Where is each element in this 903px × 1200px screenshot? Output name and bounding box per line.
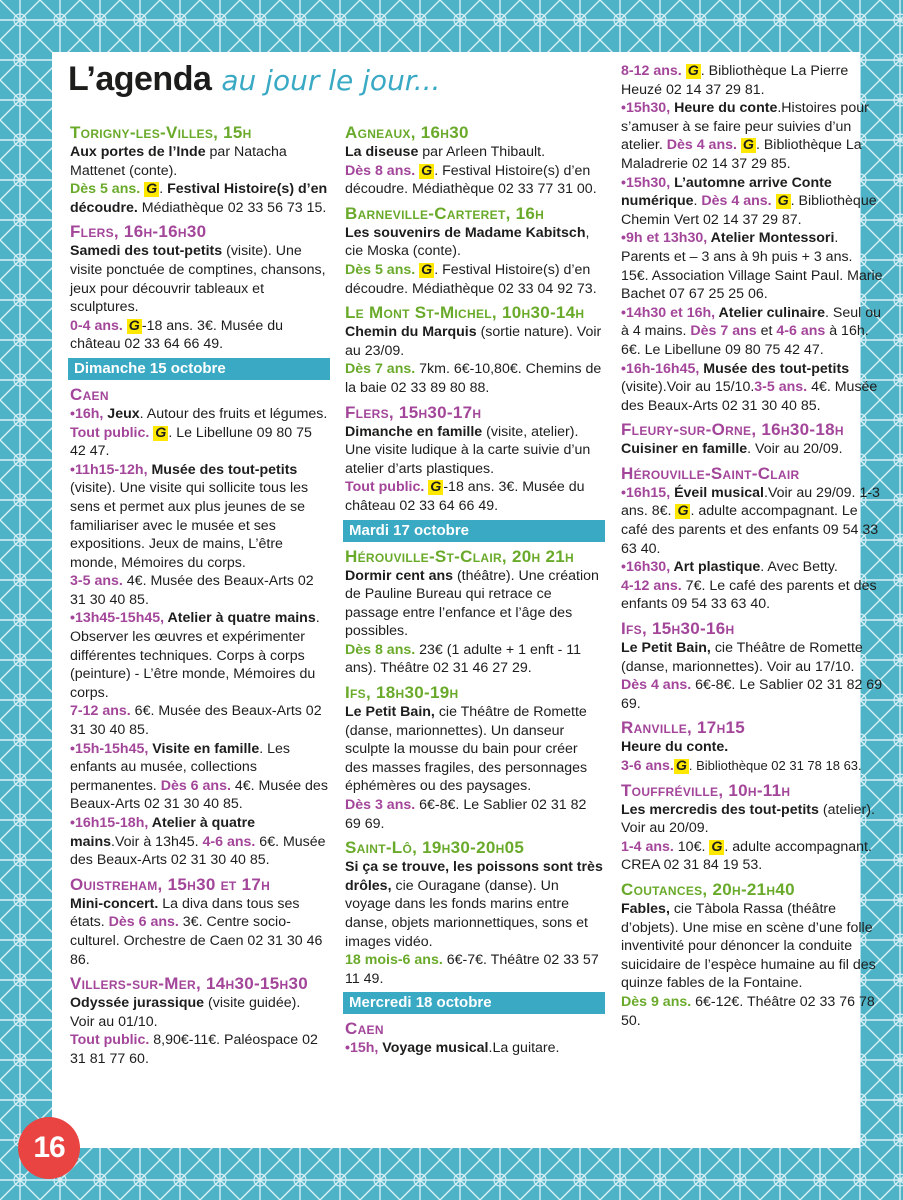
text-span: à 16h. 6€. Le Libellune 09 80 75 42 47. (621, 323, 869, 358)
page-title (68, 60, 440, 112)
list-item (621, 62, 883, 99)
text-span: . adulte accompagnant. Le café des parents et des enfants 09 54 33 63 40. (621, 503, 879, 557)
text-span: 7-12 ans. (70, 703, 131, 720)
event-torigny (70, 123, 328, 217)
title-main: L’agenda (68, 60, 212, 98)
text-span: Dès 8 ans. (345, 162, 416, 179)
text-span: . Le Libellune 09 80 75 42 47. (70, 424, 312, 460)
text-span: •15h30, (621, 174, 671, 191)
text-span: . Festival Histoire(s) d’en découdre. Médiathèque 02 33 04 92 73. (345, 261, 597, 297)
day-header: Dimanche 15 octobre (68, 358, 330, 380)
text-span: .Histoires pour s’amuser à se faire peur suivies d’un atelier. (621, 100, 869, 154)
event-flers (70, 222, 328, 354)
text-span: Dormir cent ans (345, 567, 454, 584)
event-villers (70, 974, 328, 1068)
text-span: 23€ (1 adulte + 1 enft - 11 ans). Théâtre 02 31 46 27 29. (345, 641, 581, 677)
text-span: Tout public. (70, 424, 150, 441)
event-ranville (621, 718, 883, 775)
city-heading: Saint-Lô, 19h30-20h05 (345, 838, 525, 858)
event-ouistreham (70, 875, 328, 969)
text-span: Dès 3 ans. (345, 797, 416, 814)
text-span: •15h, (345, 1040, 379, 1057)
text-span: 8-12 ans. (621, 63, 682, 79)
text-span: 10€. (673, 838, 706, 855)
text-span: .La guitare. (488, 1040, 560, 1057)
free-badge: G (430, 479, 442, 496)
event-touffreville (621, 781, 883, 875)
free-badge: G (742, 137, 754, 154)
text-span: La diseuse (345, 144, 419, 160)
text-span: •16h-16h45, (621, 360, 700, 377)
free-badge: G (421, 261, 433, 278)
text-span: •11h15-12h, (70, 461, 148, 478)
text-span: . Autour des fruits et légumes. (139, 405, 328, 422)
list-item (621, 558, 883, 614)
text-span: cie Ouragane (danse). Un voyage dans les fonds marins entre danse, objets marionnettiques, sons et images vidéo. (345, 877, 588, 950)
day-header: Mardi 17 octobre (343, 520, 605, 542)
text-span: Voyage musical (378, 1040, 489, 1057)
text-span: 6€-7€. Théâtre 02 33 57 11 49. (345, 952, 599, 987)
text-span: Dès 4 ans. (621, 677, 692, 694)
text-span: Si ça se trouve, les poissons sont très drôles, (345, 859, 603, 894)
text-span: 8,90€-11€. Paléospace 02 31 81 77 60. (70, 1032, 318, 1067)
event-agneaux (345, 123, 603, 199)
event-text: -18 ans. 3€. Musée du château 02 33 64 66 49. (70, 317, 284, 353)
text-span: Dès 4 ans. (662, 137, 737, 154)
text-span: Les mercredis des tout-petits (621, 801, 819, 818)
text-span: . Bibliothèque La Maladrerie 02 14 37 29 85. (621, 137, 862, 172)
text-span: cie Théâtre de Romette (danse, marionnettes). Voir au 17/10. (621, 640, 863, 675)
text-span: Musée des tout-petits (147, 461, 298, 478)
city-heading: Flers, 15h30-17h (345, 402, 482, 422)
list-item (621, 484, 883, 558)
text-span: Heure du conte. (621, 739, 729, 756)
city-heading: Barneville-Carteret, 16h (345, 203, 545, 223)
text-span: (visite guidée). Voir au 01/10. (70, 995, 301, 1030)
text-span: Visite en famille (148, 740, 260, 757)
text-span: Les souvenirs de Madame Kabitsch (345, 224, 586, 241)
free-badge: G (711, 838, 723, 855)
text-span: . Bibliothèque Chemin Vert 02 14 37 29 87. (621, 193, 877, 228)
city-heading: Torigny-les-Villes, 15h (70, 123, 252, 142)
text-span: Mini-concert. (70, 895, 159, 912)
text-span: . (693, 193, 698, 210)
text-span: 4-6 ans (776, 323, 826, 340)
list-item (621, 174, 883, 230)
text-span: . Avec Betty. (760, 559, 838, 576)
list-item (70, 740, 328, 814)
event-coutances (621, 880, 883, 1030)
text-span: Cuisiner en famille (621, 441, 748, 458)
text-span: 6€-8€. Le Sablier 02 31 82 69 69. (621, 677, 883, 712)
text-span: Atelier culinaire (715, 304, 825, 321)
text-span: 1-4 ans. (621, 838, 674, 855)
text-span: (visite, atelier). Une visite ludique à la carte suivie d’un atelier d’arts plastiques. (345, 423, 591, 477)
city-heading: Flers, 16h-16h30 (70, 222, 207, 242)
text-span: Dès 5 ans. (345, 261, 416, 278)
text-span: 6€-8€. Le Sablier 02 31 82 69 69. (345, 797, 587, 832)
city-heading: Fleury-sur-Orne, 16h30-18h (621, 420, 844, 440)
event-mont-st-michel (345, 303, 603, 397)
city-heading: Caen (70, 384, 109, 404)
text-span: . adulte accompagnant. CREA 02 31 84 19 53. (621, 838, 872, 874)
city-heading: Coutances, 20h-21h40 (621, 879, 795, 899)
event-flers-2 (345, 403, 603, 516)
event-caen-2 (345, 1019, 603, 1058)
text-span: •15h-15h45, (70, 740, 149, 757)
city-heading: Villers-sur-Mer, 14h30-15h30 (70, 974, 308, 994)
event-ifs-2 (621, 619, 883, 713)
event-caen (70, 385, 328, 870)
city-heading: Ifs, 15h30-16h (621, 619, 735, 639)
free-badge: G (155, 424, 167, 441)
text-span: Fables, (621, 900, 670, 917)
text-span: Le Petit Bain, (345, 704, 435, 721)
city-heading: Ranville, 17h15 (621, 718, 746, 738)
text-span: .Voir à 13h45. (111, 833, 199, 850)
text-span: Atelier à quatre mains (70, 815, 256, 850)
list-item (621, 99, 883, 173)
text-span: 4-6 ans. (198, 833, 256, 850)
text-span: , cie Moska (conte). (345, 224, 590, 260)
text-span: •13h45-15h45, (70, 610, 165, 627)
text-span: 4€. Musée des Beaux-Arts 02 31 30 40 85. (70, 573, 314, 608)
column-2 (345, 118, 603, 1061)
event-saint-lo (345, 838, 603, 988)
list-item (621, 229, 883, 303)
free-badge: G (128, 317, 140, 334)
city-heading: Caen (345, 1019, 384, 1039)
column-3 (621, 62, 883, 1033)
city-heading: Ifs, 18h30-19h (345, 683, 459, 703)
list-item (621, 360, 883, 416)
free-badge: G (777, 193, 789, 210)
text-span: 4€. Musée des Beaux-Arts 02 31 30 40 85. (70, 777, 328, 813)
text-span: 7€. Le café des parents et des enfants 09 54 33 63 40. (621, 577, 877, 613)
list-item (621, 304, 883, 360)
text-span: Musée des tout-petits (699, 360, 850, 377)
text-span: •14h30 et 16h, (621, 304, 716, 321)
text-span: . Les enfants au musée, collections permanentes. (70, 740, 291, 794)
text-span: Dimanche en famille (345, 423, 483, 440)
text-span: (théâtre). Une création de Pauline Bureau qui retrace ce passage entre l’enfance et l’âge des possibles. (345, 567, 599, 640)
age-label: 0-4 ans. (70, 317, 123, 334)
festival-name: Festival Histoire(s) d’en découdre. (70, 181, 328, 216)
title-sub: au jour le jour... (221, 64, 441, 97)
event-text: (visite). Une visite ponctuée de comptines, chansons, jeux pour découvrir tableaux et sculptures. (70, 243, 326, 316)
text-span: Heure du conte (670, 100, 778, 117)
page-number-badge: 16 (18, 1117, 80, 1179)
text-span: . Seul ou à 4 mains. (621, 304, 881, 340)
text-span: •16h15-18h, (70, 815, 149, 831)
text-span: •16h30, (621, 559, 671, 576)
city-heading: Ouistreham, 15h30 et 17h (70, 874, 271, 894)
text-span: •9h et 13h30, (621, 230, 708, 247)
text-span: Dès 8 ans. (345, 641, 416, 658)
event-text: Médiathèque 02 33 56 73 15. (137, 199, 327, 216)
city-heading: Agneaux, 16h30 (345, 123, 469, 142)
event-ifs (345, 683, 603, 833)
city-heading: Touffréville, 10h-11h (621, 780, 791, 800)
text-span: (atelier). Voir au 20/09. (621, 801, 875, 837)
event-barneville (345, 204, 603, 298)
event-fleury (621, 420, 883, 459)
text-span: Éveil musical (670, 484, 764, 501)
text-span: Le Petit Bain, (621, 640, 711, 657)
text-span: 6€-12€. Théâtre 02 33 76 78 50. (621, 993, 875, 1029)
text-span: . Voir au 20/09. (747, 441, 843, 458)
text-span: . Observer les œuvres et expérimenter différentes techniques. Corps à corps (peinture) - L’être monde, Mémoires du corps. (70, 610, 320, 701)
text-span: 4-12 ans. (621, 577, 682, 594)
event-herouville-2 (621, 464, 883, 614)
text-span: 18 mois-6 ans. (345, 952, 443, 969)
text-span: Dès 9 ans. (621, 993, 692, 1010)
text-span: cie Théâtre de Romette (danse, marionnettes). Un danseur sculpte la mousse du bain pour créer des masses fragiles, des personnages éphémères ou des paysages. (345, 704, 588, 795)
text-span: par Arleen Thibault. (418, 144, 546, 160)
text-span: 6€. Musée des Beaux-Arts 02 31 30 40 85. (70, 703, 322, 739)
column-1 (70, 118, 328, 1072)
city-heading: Hérouville-St-Clair, 20h 21h (345, 546, 574, 566)
text-span: •15h30, (621, 100, 671, 117)
text-span: -18 ans. 3€. Musée du château 02 33 64 66 49. (345, 479, 585, 514)
text-span: L’automne arrive Conte numérique (621, 174, 832, 210)
free-badge: G (677, 503, 689, 520)
free-badge: G (675, 758, 687, 774)
free-badge: G (421, 162, 433, 179)
text-span: La diva dans tous ses états. (70, 895, 300, 931)
text-span: . Bibliothèque 02 31 78 18 63. (688, 758, 862, 773)
list-item (70, 814, 328, 870)
text-span: Atelier à quatre mains (164, 610, 316, 627)
text-span: •16h15, (621, 484, 671, 501)
text-span: . Bibliothèque La Pierre Heuzé 02 14 37 29 81. (621, 63, 849, 98)
text-span: 3€. Centre socio-culturel. Orchestre de Caen 02 31 30 46 86. (70, 914, 323, 968)
text-span: Atelier Montessori (707, 230, 835, 247)
list-item (70, 461, 328, 610)
text-span: 3-6 ans. (621, 758, 674, 774)
text-span: Dès 7 ans (686, 323, 757, 340)
event-herouville (345, 547, 603, 679)
text-span: . Parents et – 3 ans à 9h puis + 3 ans. 15€. Association Village Saint Paul. Marie Bachet 07 67 25 25 06. (621, 230, 883, 303)
free-badge: G (687, 63, 699, 79)
text-span: .Voir au 29/09. 1-3 ans. 8€. (621, 484, 880, 520)
list-item (70, 609, 328, 739)
text-span: Tout public. (70, 1032, 150, 1049)
text-span: 3-5 ans. (754, 379, 808, 396)
text-span: cie Tàbola Rassa (théâtre d’objets). Une mise en scène d’une folle inventivité pour dénoncer la conduite suicidaire de l’espèce humaine au fil des quinze fables de la Fontaine. (621, 900, 876, 992)
text-span: Odyssée jurassique (70, 995, 205, 1012)
event-text: . (159, 181, 164, 198)
time: •16h, (70, 405, 104, 422)
text-span: Dès 4 ans. (697, 193, 772, 210)
text-span: 6€. Musée des Beaux-Arts 02 31 30 40 85. (70, 833, 326, 869)
free-badge: G (146, 181, 158, 198)
text-span: Art plastique (670, 559, 761, 576)
text-span: . Festival Histoire(s) d’en découdre. Médiathèque 02 33 77 31 00. (345, 162, 597, 198)
event-text: par Natacha Mattenet (conte). (70, 144, 287, 179)
event-title: Aux portes de l’Inde (70, 144, 206, 160)
city-heading: Le Mont St-Michel, 10h30-14h (345, 303, 585, 323)
text-span: Dès 7 ans. (345, 361, 416, 378)
text-span: Tout public. (345, 479, 425, 496)
text-span: Dès 6 ans. (156, 777, 231, 794)
text-span: Chemin du Marquis (345, 324, 477, 341)
list-item (70, 405, 328, 461)
text-span: 4€. Musée des Beaux-Arts 02 31 30 40 85. (621, 379, 878, 414)
text-span: (sortie nature). Voir au 23/09. (345, 324, 602, 359)
text-span: Dès 6 ans. (104, 914, 179, 931)
day-header: Mercredi 18 octobre (343, 992, 605, 1014)
text-span: 3-5 ans. (70, 573, 123, 590)
text-span: 7km. 6€-10,80€. Chemins de la baie 02 33 89 80 88. (345, 361, 602, 396)
text-span: et (756, 323, 777, 340)
text-span: (visite). Une visite qui sollicite tous les sens et permet aux plus jeunes de se familiariser avec le musée et ses expositions. Jeux de mains, L’être monde, Mémoires du corps. (70, 480, 309, 571)
age-label: Dès 5 ans. (70, 181, 141, 198)
text-span: (visite).Voir au 15/10. (621, 379, 755, 396)
text-span: Jeux (103, 405, 140, 422)
city-heading: Hérouville-Saint-Clair (621, 463, 800, 483)
event-title: Samedi des tout-petits (70, 243, 223, 260)
